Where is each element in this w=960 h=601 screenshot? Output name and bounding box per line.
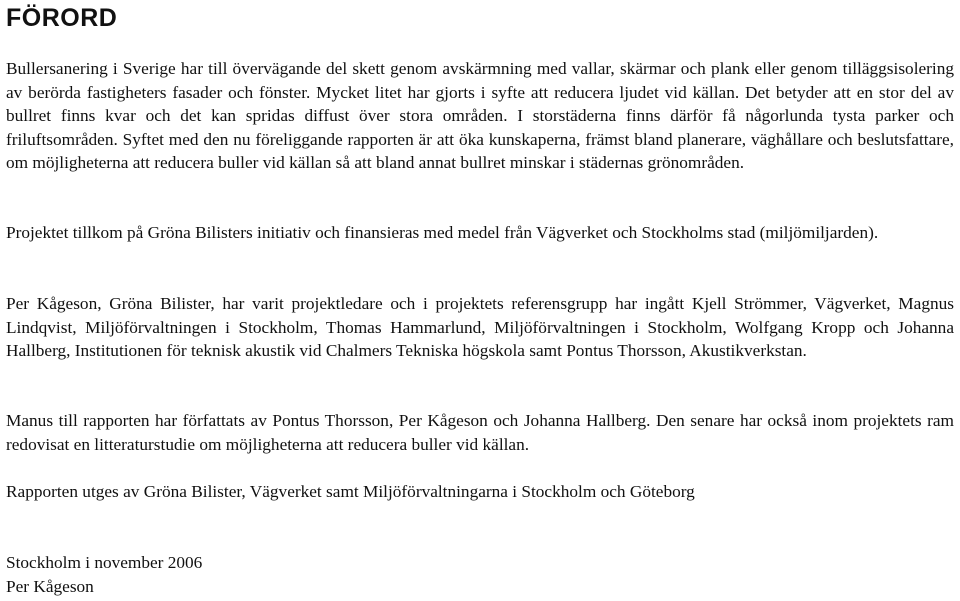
paragraph-reference-group: Per Kågeson, Gröna Bilister, har varit projektledare och i projektets referensgrupp har ingått Kjell Strömmer, Vägverket, Magnus Lindqvist, Miljöförvaltningen i Stockholm, Thomas Hammarlund, Miljöförvaltningen i Stockholm, Wolfgang Kropp och Johanna Hallberg, Institutionen för teknisk akustik vid Chalmers Tekniska högskola samt Pontus Thorsson, Akustikverkstan. xyxy=(6,294,954,360)
paragraph-funding: Projektet tillkom på Gröna Bilisters initiativ och finansieras med medel från Vägverket och Stockholms stad (miljömiljarden). xyxy=(6,223,879,242)
paragraph-publishers: Rapporten utges av Gröna Bilister, Vägverket samt Miljöförvaltningarna i Stockholm och Göteborg xyxy=(6,482,695,501)
signature-block xyxy=(6,551,954,598)
paragraph-background: Bullersanering i Sverige har till övervägande del skett genom avskärmning med vallar, skärmar och plank eller genom tilläggsisolering av berörda fastigheters fasader och fönster. Mycket litet har gjorts i syfte att reducera ljudet vid källan. Det betyder att en stor del av bullret finns kvar och det kan spridas diffust över stora områden. I storstäderna finns därför få någorlunda tysta parker och friluftsområden. Syftet med den nu föreliggande rapporten är att öka kunskaperna, främst bland planerare, väghållare och beslutsfattare, om möjligheterna att reducera buller vid källan så att bland annat bullret minskar i städernas grönområden. xyxy=(6,59,954,172)
signature-name: Per Kågeson xyxy=(6,576,94,596)
page-title: FÖRORD xyxy=(6,4,118,32)
signature-place-date: Stockholm i november 2006 xyxy=(6,553,203,572)
paragraph-authors: Manus till rapporten har författats av Pontus Thorsson, Per Kågeson och Johanna Hallberg. Den senare har också inom projektets ram redovisat en litteraturstudie om möjligheterna att reducera buller vid källan. xyxy=(6,411,954,454)
